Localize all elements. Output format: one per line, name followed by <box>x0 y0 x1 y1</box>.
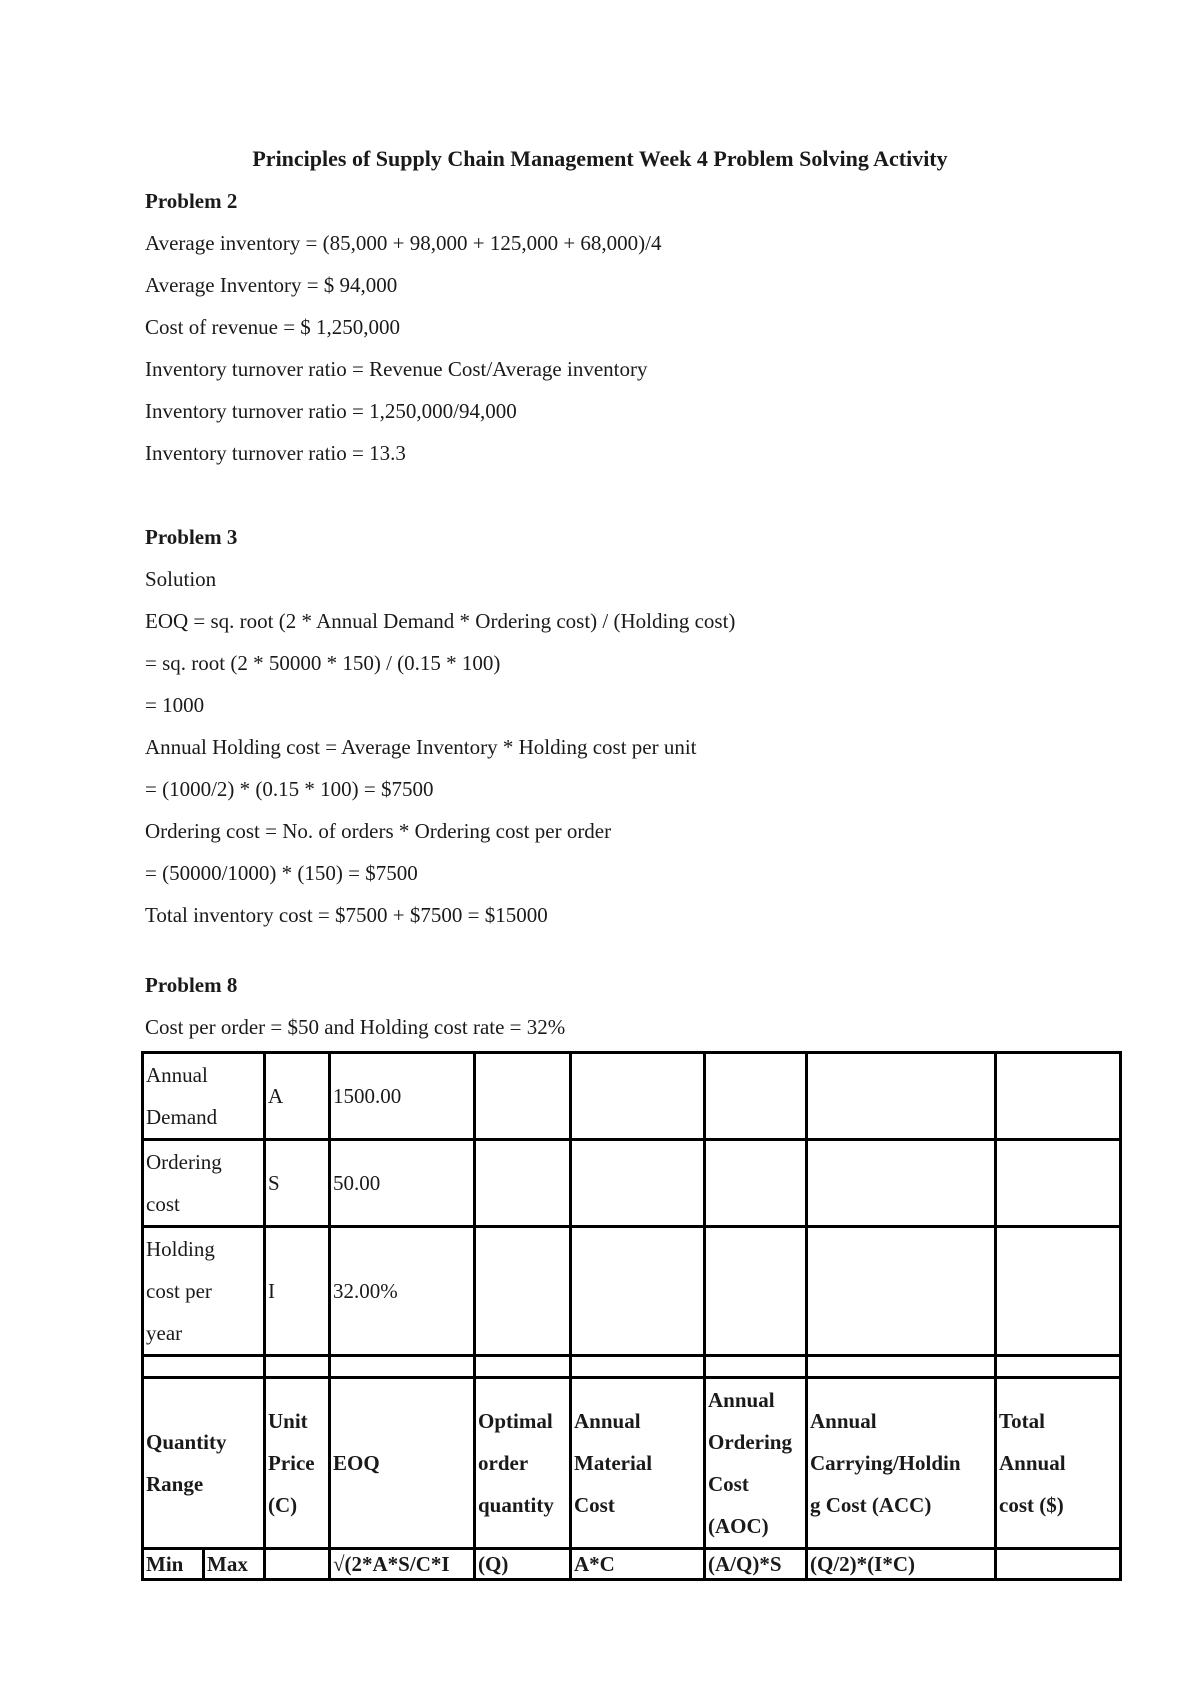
problem-3-line: Total inventory cost = $7500 + $7500 = $15000 <box>145 903 548 927</box>
header-line: Cost <box>708 1472 749 1496</box>
param-row <box>143 1053 1121 1140</box>
param-label-line: year <box>146 1321 183 1345</box>
problem-3-line: EOQ = sq. root (2 * Annual Demand * Ordering cost) / (Holding cost) <box>145 609 736 633</box>
header-line: g Cost (ACC) <box>810 1493 932 1517</box>
formula-row <box>143 1549 1121 1580</box>
max-label: Max <box>202 1550 263 1578</box>
header-line: Carrying/Holdin <box>810 1451 961 1475</box>
header-line: cost ($) <box>999 1493 1064 1517</box>
param-label-line: Annual <box>146 1063 208 1087</box>
empty-cell <box>807 1227 996 1356</box>
problem-2-line: Inventory turnover ratio = 1,250,000/94,000 <box>145 399 517 423</box>
problem-2-line: Inventory turnover ratio = Revenue Cost/Average inventory <box>145 357 648 381</box>
param-value: 1500.00 <box>330 1053 475 1140</box>
header-line: EOQ <box>333 1451 380 1475</box>
formula-eoq: √(2*A*S/C*I <box>330 1549 475 1580</box>
header-line: Ordering <box>708 1430 792 1454</box>
param-symbol: S <box>265 1140 330 1227</box>
header-line: Optimal <box>478 1409 553 1433</box>
header-annual-ordering-cost <box>705 1378 807 1549</box>
spacer-cell <box>330 1356 475 1378</box>
header-line: Unit <box>268 1409 308 1433</box>
empty-cell <box>996 1227 1121 1356</box>
problem-3-line: = sq. root (2 * 50000 * 150) / (0.15 * 100) <box>145 651 501 675</box>
formula-unit-price <box>265 1549 330 1580</box>
min-max-cell <box>143 1549 265 1580</box>
header-line: Annual <box>999 1451 1066 1475</box>
problem-8-heading: Problem 8 <box>145 973 238 997</box>
param-label-line: Ordering <box>146 1150 222 1174</box>
empty-cell <box>475 1053 571 1140</box>
empty-cell <box>705 1227 807 1356</box>
problem-8-intro: Cost per order = $50 and Holding cost rate = 32% <box>145 1015 566 1039</box>
spacer-cell <box>571 1356 705 1378</box>
spacer-cell <box>265 1356 330 1378</box>
empty-cell <box>807 1140 996 1227</box>
header-line: Price <box>268 1451 315 1475</box>
spacer-cell <box>705 1356 807 1378</box>
header-line: Range <box>146 1472 204 1496</box>
problem-2-heading: Problem 2 <box>145 189 238 213</box>
header-line: (C) <box>268 1493 298 1517</box>
header-annual-material-cost <box>571 1378 705 1549</box>
empty-cell <box>571 1053 705 1140</box>
param-symbol: I <box>265 1227 330 1356</box>
header-line: Annual <box>574 1409 641 1433</box>
header-total-annual-cost <box>996 1378 1121 1549</box>
header-line: Annual <box>708 1388 775 1412</box>
spacer-cell <box>475 1356 571 1378</box>
problem-2-line: Inventory turnover ratio = 13.3 <box>145 441 406 465</box>
formula-carrying: (Q/2)*(I*C) <box>807 1549 996 1580</box>
formula-material: A*C <box>571 1549 705 1580</box>
empty-cell <box>807 1053 996 1140</box>
problem-3-line: = 1000 <box>145 693 205 717</box>
param-label <box>143 1227 265 1356</box>
header-line: Cost <box>574 1493 615 1517</box>
header-quantity-range <box>143 1378 265 1549</box>
param-symbol: A <box>265 1053 330 1140</box>
param-row <box>143 1140 1121 1227</box>
param-value: 50.00 <box>330 1140 475 1227</box>
problem-3-line: Ordering cost = No. of orders * Ordering cost per order <box>145 819 612 843</box>
header-line: Annual <box>810 1409 877 1433</box>
header-eoq <box>330 1378 475 1549</box>
header-line: quantity <box>478 1493 554 1517</box>
header-line: (AOC) <box>708 1514 769 1538</box>
spacer-cell <box>143 1356 265 1378</box>
problem-3-line: Annual Holding cost = Average Inventory * Holding cost per unit <box>145 735 697 759</box>
spacer-row <box>143 1356 1121 1378</box>
empty-cell <box>705 1140 807 1227</box>
eoq-table <box>141 1051 1122 1581</box>
header-line: Quantity <box>146 1430 227 1454</box>
empty-cell <box>996 1053 1121 1140</box>
param-label <box>143 1140 265 1227</box>
problem-3-line: Solution <box>145 567 217 591</box>
problem-2-line: Cost of revenue = $ 1,250,000 <box>145 315 401 339</box>
param-value: 32.00% <box>330 1227 475 1356</box>
param-label-line: cost per <box>146 1279 212 1303</box>
empty-cell <box>996 1140 1121 1227</box>
min-max-split <box>144 1550 263 1578</box>
empty-cell <box>571 1227 705 1356</box>
min-label: Min <box>146 1552 184 1576</box>
spacer-cell <box>996 1356 1121 1378</box>
empty-cell <box>571 1140 705 1227</box>
formula-ordering: (A/Q)*S <box>705 1549 807 1580</box>
formula-optimal: (Q) <box>475 1549 571 1580</box>
problem-2-line: Average inventory = (85,000 + 98,000 + 125,000 + 68,000)/4 <box>145 231 662 255</box>
param-label <box>143 1053 265 1140</box>
param-row <box>143 1227 1121 1356</box>
table-header-row <box>143 1378 1121 1549</box>
problem-3-heading: Problem 3 <box>145 525 238 549</box>
header-line: order <box>478 1451 529 1475</box>
param-label-line: Holding <box>146 1237 215 1261</box>
header-line: Total <box>999 1409 1045 1433</box>
header-unit-price <box>265 1378 330 1549</box>
param-label-line: Demand <box>146 1105 218 1129</box>
spacer-cell <box>807 1356 996 1378</box>
empty-cell <box>475 1140 571 1227</box>
problem-2-line: Average Inventory = $ 94,000 <box>145 273 398 297</box>
param-label-line: cost <box>146 1192 180 1216</box>
empty-cell <box>475 1227 571 1356</box>
header-annual-carrying-cost <box>807 1378 996 1549</box>
formula-total <box>996 1549 1121 1580</box>
document-title: Principles of Supply Chain Management Week 4 Problem Solving Activity <box>252 146 948 171</box>
header-line: Material <box>574 1451 653 1475</box>
problem-3-line: = (50000/1000) * (150) = $7500 <box>145 861 418 885</box>
problem-3-line: = (1000/2) * (0.15 * 100) = $7500 <box>145 777 434 801</box>
header-optimal-order-quantity <box>475 1378 571 1549</box>
empty-cell <box>705 1053 807 1140</box>
